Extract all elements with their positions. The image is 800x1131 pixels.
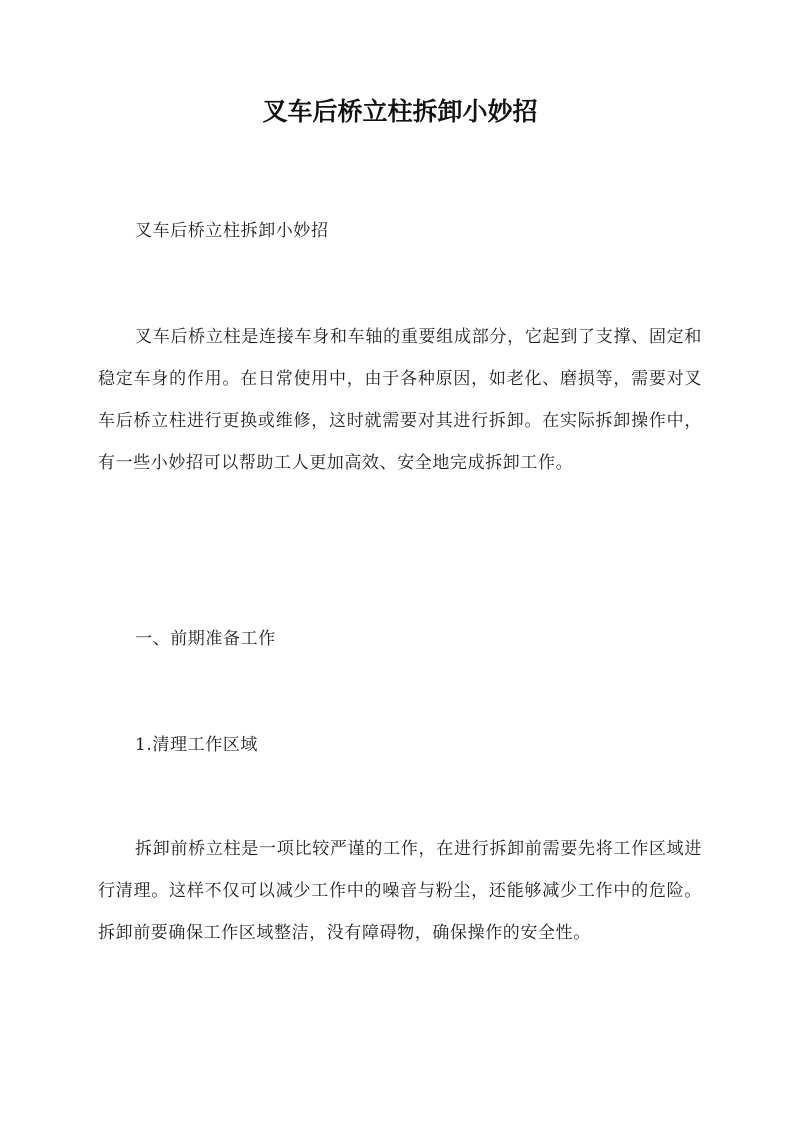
body-paragraph: 拆卸前桥立柱是一项比较严谨的工作，在进行拆卸前需要先将工作区域进行清理。这样不仅可以减少工作中的噪音与粉尘，还能够减少工作中的危险。拆卸前要确保工作区域整洁，没有障碍物，确保操作的安全性。	[98, 839, 702, 943]
item-heading: 1.清理工作区域	[135, 735, 259, 755]
document-subtitle: 叉车后桥立柱拆卸小妙招	[135, 221, 329, 241]
section-heading: 一、前期准备工作	[135, 629, 276, 649]
document-title: 叉车后桥立柱拆卸小妙招	[262, 97, 538, 126]
intro-paragraph: 叉车后桥立柱是连接车身和车轴的重要组成部分，它起到了支撑、固定和稳定车身的作用。在日常使用中，由于各种原因，如老化、磨损等，需要对叉车后桥立柱进行更换或维修，这时就需要对其进行拆卸。在实际拆卸操作中，有一些小妙招可以帮助工人更加高效、安全地完成拆卸工作。	[98, 327, 702, 473]
